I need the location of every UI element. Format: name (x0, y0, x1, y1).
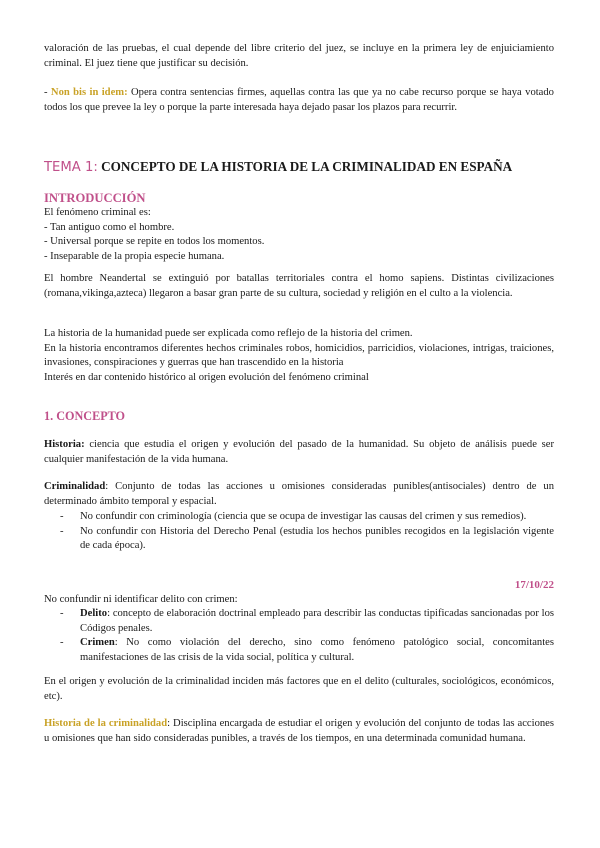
term-delito: Delito (80, 608, 108, 619)
paragraph-neandertal: El hombre Neandertal se extinguió por batallas territoriales contra el homo sapiens. Distintas civilizaciones (romana,vikinga,azteca) llegaron a basar gran parte de su cultura, sociedad y religión en el culto a la violencia. (44, 273, 554, 299)
definition-historia: ciencia que estudia el origen y evolución del pasado de la humanidad. Su objeto de análisis puede ser cualquier manifestación de la vida humana. (44, 439, 554, 465)
intro-lines (44, 206, 554, 264)
definition-historia-criminalidad: : Disciplina encargada de estudiar el origen y evolución del conjunto de todas las acciones u omisiones que han sido consideradas punibles, a través de los tiempos, en una determinada comunidad humana. (44, 718, 554, 744)
definition-crimen: : No como violación del derecho, sino como fenómeno patológico social, concomitantes manifestaciones de las crisis de la vida social, política y cultural. (80, 637, 554, 663)
bullet-text: No confundir con Historia del Derecho Penal (estudia los hechos punibles recogidos en la legislación vigente de cada época). (80, 525, 554, 551)
term-criminalidad: Criminalidad (44, 481, 106, 492)
tema-title: CONCEPTO DE LA HISTORIA DE LA CRIMINALIDAD EN ESPAÑA (97, 159, 513, 174)
definition-delito: : concepto de elaboración doctrinal empleado para describir las conductas tipificadas sancionadas por los Códigos penales. (80, 608, 554, 634)
list-item: - Delito: concepto de elaboración doctrinal empleado para describir las conductas tipificadas sancionadas por los Códigos penales. (60, 608, 554, 634)
term-crimen: Crimen (80, 637, 115, 648)
paragraph-no-confundir: No confundir ni identificar delito con crimen: (44, 594, 238, 605)
criminalidad-bullets (60, 510, 554, 554)
paragraph-historia-criminalidad (44, 717, 554, 746)
concepto-heading: 1. CONCEPTO (44, 409, 126, 423)
list-item: - Crimen: No como violación del derecho, sino como fenómeno patológico social, concomitantes manifestaciones de las crisis de la vida social, política y cultural. (60, 637, 554, 663)
intro-line: - Tan antiguo como el hombre. (44, 221, 175, 233)
definition-non-bis-in-idem: Opera contra sentencias firmes, aquellas contra las que ya no cabe recurso porque se haya votado todos los que prevee la ley o porque la parte interesada haya dejado pasar los plazos para recurrir. (44, 87, 554, 113)
intro-line: - Universal porque se repite en todos los momentos. (44, 236, 265, 247)
paragraph-criminalidad (44, 480, 554, 509)
intro-line: El fenómeno criminal es: (44, 207, 151, 218)
history-line: En la historia encontramos diferentes hechos criminales robos, homicidios, parricidios, violaciones, intrigas, traiciones, invasiones, conspiraciones y guerras que han trascendido en la historia (44, 342, 554, 368)
paragraph-valoracion: valoración de las pruebas, el cual depende del libre criterio del juez, se incluye en la primera ley de enjuiciamiento criminal. El juez tiene que justificar su decisión. (44, 43, 554, 69)
paragraph-historia (44, 438, 554, 467)
list-item: - No confundir con Historia del Derecho Penal (estudia los hechos punibles recogidos en la legislación vigente de cada época). (60, 525, 554, 551)
delito-crimen-bullets (60, 607, 554, 665)
history-line: La historia de la humanidad puede ser explicada como reflejo de la historia del crimen. (44, 328, 413, 339)
definition-criminalidad: : Conjunto de todas las acciones u omisiones consideradas punibles(antisociales) dentro de un determinado ámbito temporal y espacial. (44, 481, 554, 507)
tema-heading (44, 159, 512, 175)
intro-line: - Inseparable de la propia especie humana. (44, 250, 225, 262)
list-item: - No confundir con criminología (ciencia que se ocupa de investigar las causas del crimen y sus remedios). (60, 511, 527, 522)
history-lines (44, 327, 554, 385)
term-historia-criminalidad: Historia de la criminalidad (44, 718, 168, 729)
paragraph-origen: En el origen y evolución de la criminalidad inciden más factores que en el delito (culturales, sociológicos, económicos, etc). (44, 676, 554, 702)
date-label: 17/10/22 (514, 579, 554, 591)
paragraph-non-bis-in-idem (44, 86, 554, 115)
bullet-text: No confundir con criminología (ciencia que se ocupa de investigar las causas del crimen y sus remedios). (80, 511, 527, 522)
tema-label: TEMA 1: (44, 160, 98, 175)
term-non-bis-in-idem: Non bis in idem: (50, 87, 128, 98)
introduccion-heading: INTRODUCCIÓN (44, 191, 146, 205)
term-historia: Historia: (44, 439, 85, 450)
dash-prefix: - (44, 87, 51, 98)
history-line: Interés en dar contenido histórico al origen evolución del fenómeno criminal (44, 371, 369, 383)
